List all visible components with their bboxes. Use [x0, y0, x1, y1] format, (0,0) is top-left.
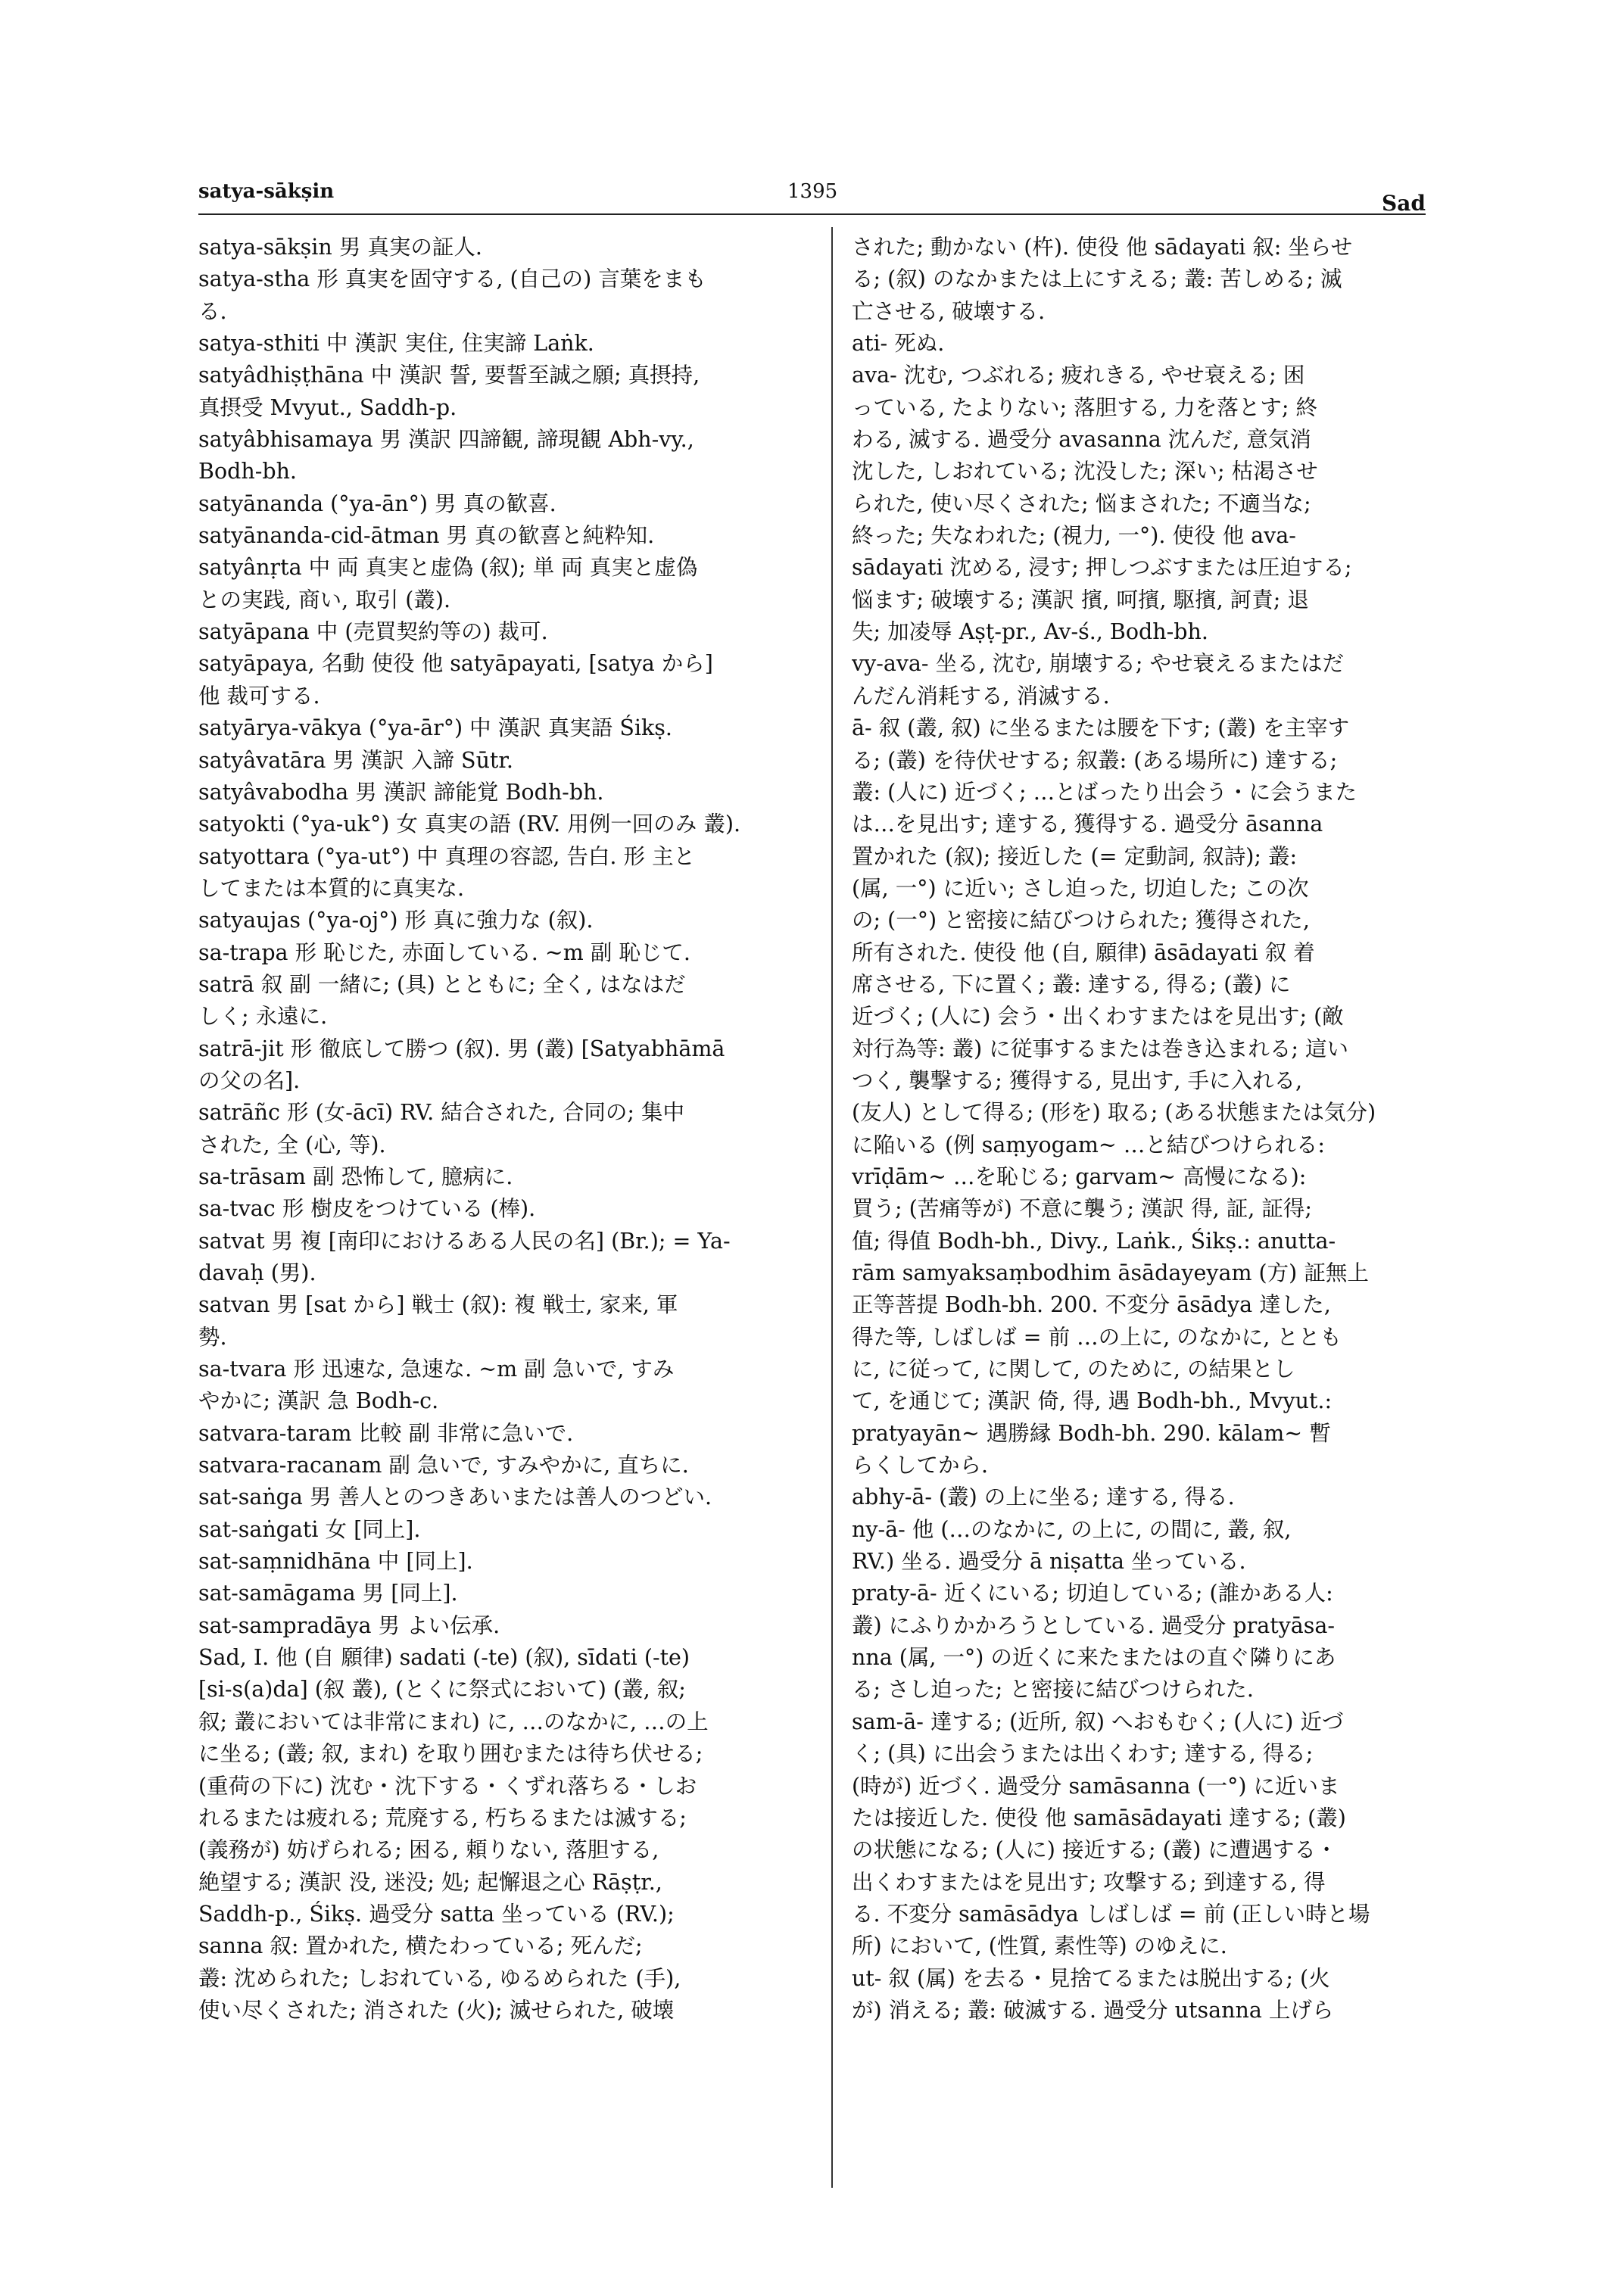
text-line: davaḥ (男).	[198, 1260, 316, 1285]
text-line: satvat 男 複 [南印におけるある人民の名] (Br.); = Ya-	[198, 1228, 731, 1254]
text-line: る; さし迫った; と密接に結びつけられた.	[852, 1677, 1254, 1703]
text-line: 失; 加凌辱 Aṣṭ-pr., Av-ś., Bodh-bh.	[852, 619, 1208, 645]
text-line: 他 裁可する.	[198, 683, 320, 709]
text-line: (友人) として得る; (形を) 取る; (ある状態または気分)	[852, 1100, 1376, 1126]
text-line: (義務が) 妨げられる; 困る, 頼りない, 落胆する,	[198, 1837, 659, 1863]
text-line: sat-saṅgati 女 [同上].	[198, 1516, 421, 1542]
text-line: ut- 叙 (属) を去る・見捨てるまたは脱出する; (火	[852, 1965, 1330, 1991]
text-line: ny-ā- 他 (…のなかに, の上に, の間に, 叢, 叙,	[852, 1516, 1292, 1542]
text-line: satya-stha 形 真実を固守する, (自己の) 言葉をまも	[198, 266, 706, 292]
text-line: (属, 一°) に近い; さし迫った, 切迫した; この次	[852, 875, 1309, 901]
text-line: (重荷の下に) 沈む・沈下する・くずれ落ちる・しお	[198, 1773, 697, 1799]
left-column	[198, 232, 810, 2027]
text-line: しく; 永遠に.	[198, 1004, 328, 1030]
text-line: satyâvabodha 男 漢訳 諦能覚 Bodh-bh.	[198, 779, 604, 805]
text-line: ava- 沈む, つぶれる; 疲れきる, やせ衰える; 困	[852, 363, 1305, 388]
text-line: sādayati 沈める, 浸す; 押しつぶすまたは圧迫する;	[852, 555, 1352, 581]
text-line: satyārya-vākya (°ya-ār°) 中 漢訳 真実語 Śikṣ.	[198, 715, 672, 741]
text-line: satyānanda-cid-ātman 男 真の歓喜と純粋知.	[198, 523, 655, 549]
text-line: 対行為等: 叢) に従事するまたは巻き込まれる; 這い	[852, 1036, 1349, 1061]
text-line: 席させる, 下に置く; 叢: 達する, 得る; (叢) に	[852, 971, 1291, 997]
text-line: んだん消耗する, 消滅する.	[852, 683, 1110, 709]
text-line: が) 消える; 叢: 破滅する. 過受分 utsanna 上げら	[852, 1997, 1334, 2023]
text-line: abhy-ā- (叢) の上に坐る; 達する, 得る.	[852, 1485, 1235, 1510]
column-divider	[831, 227, 833, 2188]
text-line: 所有された. 使役 他 (自, 願律) āsādayati 叙 着	[852, 939, 1315, 965]
text-line: 值; 得值 Bodh-bh., Divy., Laṅk., Śikṣ.: anutta-	[852, 1228, 1336, 1254]
text-line: praty-ā- 近くにいる; 切迫している; (誰かある人:	[852, 1581, 1333, 1606]
text-line: sa-trāsam 副 恐怖して, 臆病に.	[198, 1164, 513, 1189]
text-line: RV.) 坐る. 過受分 ā niṣatta 坐っている.	[852, 1549, 1246, 1575]
text-line: 沈した, しおれている; 沈没した; 深い; 枯渇させ	[852, 459, 1318, 484]
text-line: 叢) にふりかかろうとしている. 過受分 pratyāsa-	[852, 1612, 1336, 1638]
text-line: Saddh-p., Śikṣ. 過受分 satta 坐っている (RV.);	[198, 1901, 675, 1927]
text-line: らくしてから.	[852, 1453, 989, 1478]
text-line: る.	[198, 298, 227, 324]
text-line: たは接近した. 使役 他 samāsādayati 達する; (叢)	[852, 1805, 1346, 1830]
text-line: 叢: 沈められた; しおれている, ゆるめられた (手),	[198, 1965, 681, 1991]
text-line: sa-tvara 形 迅速な, 急速な. ~m 副 急いで, すみ	[198, 1357, 675, 1382]
text-line: 近づく; (人に) 会う・出くわすまたはを見出す; (敵	[852, 1004, 1344, 1030]
text-line: satyâbhisamaya 男 漢訳 四諦観, 諦現観 Abh-vy.,	[198, 427, 694, 453]
text-line: nna (属, 一°) の近くに来たまたはの直ぐ隣りにあ	[852, 1645, 1336, 1671]
text-line: Sad, I. 他 (自 願律) sadati (-te) (叙), sīdati (-te)	[198, 1645, 690, 1671]
text-line: vrīḍām~ …を恥じる; garvam~ 高慢になる):	[852, 1164, 1307, 1189]
text-line: との実践, 商い, 取引 (叢).	[198, 587, 451, 612]
text-line: satya-sākṣin 男 真実の証人.	[198, 235, 482, 260]
text-line: 真摂受 Mvyut., Saddh-p.	[198, 394, 457, 420]
text-line: vy-ava- 坐る, 沈む, 崩壊する; やせ衰えるまたはだ	[852, 651, 1345, 677]
text-line: satyānanda (°ya-ān°) 男 真の歓喜.	[198, 491, 556, 516]
text-line: に陥いる (例 saṃyogam~ …と結びつけられる:	[852, 1132, 1325, 1157]
text-line: satya-sthiti 中 漢訳 実住, 住実諦 Laṅk.	[198, 331, 594, 357]
text-line: る; (叙) のなかまたは上にすえる; 叢: 苦しめる; 滅	[852, 266, 1342, 292]
running-head-left: satya-sākṣin	[198, 180, 335, 203]
text-line: sat-sampradāya 男 よい伝承.	[198, 1612, 500, 1638]
text-line: satyaujas (°ya-oj°) 形 真に強力な (叙).	[198, 908, 594, 933]
page-number: 1395	[787, 180, 838, 203]
text-line: satvara-taram 比較 副 非常に急いで.	[198, 1420, 574, 1446]
text-line: 叢: (人に) 近づく; …とばったり出会う・に会うまた	[852, 779, 1357, 805]
text-line: sa-trapa 形 恥じた, 赤面している. ~m 副 恥じて.	[198, 939, 690, 965]
text-line: [si-s(a)da] (叙 叢), (とくに祭式において) (叢, 叙;	[198, 1677, 686, 1703]
text-line: rām samyaksaṃbodhim āsādayeyam (方) 証無上	[852, 1260, 1369, 1285]
running-head-right: Sad	[1382, 191, 1426, 216]
text-line: 悩ます; 破壊する; 漢訳 擯, 呵擯, 駆擯, 訶責; 退	[852, 587, 1309, 612]
text-line: 所) において, (性質, 素性等) のゆえに.	[852, 1933, 1227, 1959]
text-line: sanna 叙: 置かれた, 横たわっている; 死んだ;	[198, 1933, 643, 1959]
text-line: く; (具) に出会うまたは出くわす; 達する, 得る;	[852, 1741, 1314, 1767]
text-line: わる, 滅する. 過受分 avasanna 沈んだ, 意気消	[852, 427, 1311, 453]
text-line: sat-saṃnidhāna 中 [同上].	[198, 1549, 473, 1575]
text-line: 終った; 失なわれた; (視力, 一°). 使役 他 ava-	[852, 523, 1296, 549]
text-line: してまたは本質的に真実な.	[198, 875, 465, 901]
text-line: sat-saṅga 男 善人とのつきあいまたは善人のつどい.	[198, 1485, 712, 1510]
text-line: られた, 使い尽くされた; 悩まされた; 不適当な;	[852, 491, 1311, 516]
text-line: 正等菩提 Bodh-bh. 200. 不変分 āsādya 達した,	[852, 1292, 1331, 1318]
text-line: の状態になる; (人に) 接近する; (叢) に遭遇する・	[852, 1837, 1338, 1863]
text-line: satyâvatāra 男 漢訳 入諦 Sūtr.	[198, 747, 513, 773]
text-line: 亡させる, 破壊する.	[852, 298, 1046, 324]
text-line: の; (一°) と密接に結びつけられた; 獲得された,	[852, 908, 1310, 933]
text-line: 得た等, しばしば = 前 …の上に, のなかに, ととも	[852, 1324, 1342, 1350]
text-line: satyottara (°ya-ut°) 中 真理の容認, 告白. 形 主と	[198, 843, 696, 869]
text-line: satyâdhiṣṭhāna 中 漢訳 誓, 要誓至誠之願; 真摂持,	[198, 363, 700, 388]
text-line: sat-samāgama 男 [同上].	[198, 1581, 458, 1606]
right-column	[852, 232, 1463, 2027]
text-line: て, を通じて; 漢訳 倚, 得, 遇 Bodh-bh., Mvyut.:	[852, 1388, 1333, 1414]
text-line: 買う; (苦痛等が) 不意に襲う; 漢訳 得, 証, 証得;	[852, 1196, 1313, 1222]
text-line: 出くわすまたはを見出す; 攻撃する; 到達する, 得	[852, 1869, 1326, 1895]
text-line: つく, 襲撃する; 獲得する, 見出す, 手に入れる,	[852, 1067, 1303, 1093]
text-line: satyokti (°ya-uk°) 女 真実の語 (RV. 用例一回のみ 叢).	[198, 812, 741, 837]
text-line: satyāpana 中 (売買契約等の) 裁可.	[198, 619, 548, 645]
text-line: は…を見出す; 達する, 獲得する. 過受分 āsanna	[852, 812, 1323, 837]
text-line: っている, たよりない; 落胆する, 力を落とす; 終	[852, 394, 1318, 420]
text-line: 叙; 叢においては非常にまれ) に, …のなかに, …の上	[198, 1709, 709, 1734]
text-line: (時が) 近づく. 過受分 samāsanna (一°) に近いま	[852, 1773, 1340, 1799]
text-line: satrāñc 形 (女-ācī) RV. 結合された, 合同の; 集中	[198, 1100, 685, 1126]
text-line: ā- 叙 (叢, 叙) に坐るまたは腰を下す; (叢) を主宰す	[852, 715, 1350, 741]
text-line: satvan 男 [sat から] 戦士 (叙): 複 戦士, 家来, 軍	[198, 1292, 678, 1318]
text-line: Bodh-bh.	[198, 459, 297, 484]
text-line: ati- 死ぬ.	[852, 331, 945, 357]
text-line: された; 動かない (杵). 使役 他 sādayati 叙: 坐らせ	[852, 235, 1353, 260]
text-line: pratyayān~ 遇勝縁 Bodh-bh. 290. kālam~ 暫	[852, 1420, 1331, 1446]
text-line: satrā-jit 形 徹底して勝つ (叙). 男 (叢) [Satyabhāmā	[198, 1036, 725, 1061]
text-line: る; (叢) を待伏せする; 叙叢: (ある場所に) 達する;	[852, 747, 1338, 773]
text-line: sam-ā- 達する; (近所, 叙) へおもむく; (人に) 近づ	[852, 1709, 1344, 1734]
text-line: satyânṛta 中 両 真実と虚偽 (叙); 単 両 真実と虚偽	[198, 555, 698, 581]
text-line: satvara-racanam 副 急いで, すみやかに, 直ちに.	[198, 1453, 689, 1478]
text-line: 使い尽くされた; 消された (火); 滅せられた, 破壊	[198, 1997, 675, 2023]
text-line: やかに; 漢訳 急 Bodh-c.	[198, 1388, 439, 1414]
text-line: satrā 叙 副 一緒に; (具) とともに; 全く, はなはだ	[198, 971, 686, 997]
text-line: 勢.	[198, 1324, 227, 1350]
text-line: に, に従って, に関して, のために, の結果とし	[852, 1357, 1295, 1382]
text-line: る. 不変分 samāsādya しばしば = 前 (正しい時と場	[852, 1901, 1370, 1927]
text-line: の父の名].	[198, 1067, 301, 1093]
header-rule	[198, 213, 1426, 215]
text-line: に坐る; (叢; 叙, まれ) を取り囲むまたは待ち伏せる;	[198, 1741, 703, 1767]
text-line: された, 全 (心, 等).	[198, 1132, 386, 1157]
text-line: 置かれた (叙); 接近した (= 定動詞, 叙詩); 叢:	[852, 843, 1298, 869]
text-line: satyāpaya, 名動 使役 他 satyāpayati, [satya から]	[198, 651, 713, 677]
text-line: れるまたは疲れる; 荒廃する, 朽ちるまたは滅する;	[198, 1805, 687, 1830]
text-line: sa-tvac 形 樹皮をつけている (棒).	[198, 1196, 536, 1222]
text-line: 絶望する; 漢訳 没, 迷没; 処; 起懈退之心 Rāṣṭr.,	[198, 1869, 662, 1895]
